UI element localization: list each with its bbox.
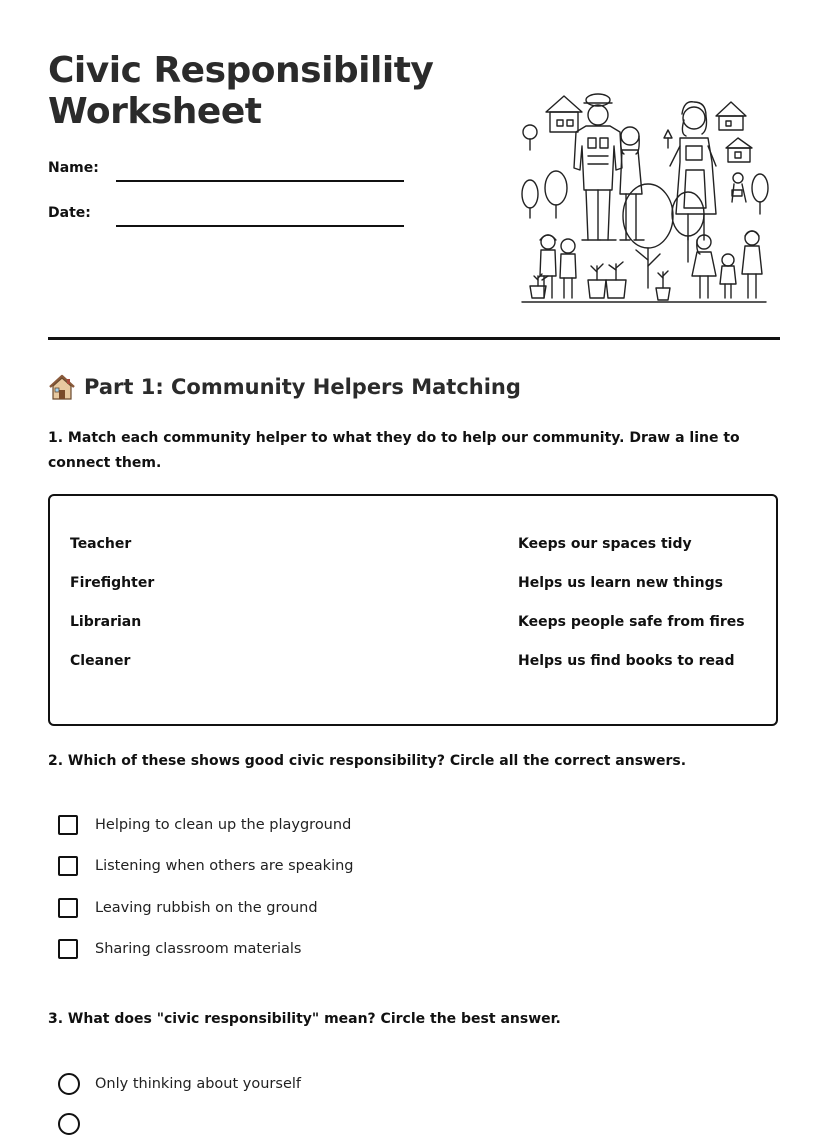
question-1-prompt: 1. Match each community helper to what they do to help our community. Draw a line to connect them.: [48, 430, 740, 471]
community-helpers-illustration: [516, 90, 772, 308]
title-line-2: Worksheet: [48, 91, 262, 132]
date-field[interactable]: [116, 225, 404, 227]
question-2-prompt: 2. Which of these shows good civic responsibility? Circle all the correct answers.: [48, 753, 687, 769]
q2-option[interactable]: [58, 898, 318, 918]
radio-button[interactable]: [58, 1073, 80, 1095]
q3-option-label: Only thinking about yourself: [95, 1076, 302, 1092]
q2-option-label: Listening when others are speaking: [95, 858, 354, 874]
q2-option[interactable]: [58, 856, 354, 876]
name-label: Name:: [48, 160, 99, 176]
q2-option-label: Helping to clean up the playground: [95, 817, 352, 833]
roles-column: [518, 533, 745, 689]
role-keeps-spaces-tidy[interactable]: Keeps our spaces tidy: [518, 536, 692, 552]
checkbox[interactable]: [58, 898, 78, 918]
worksheet-title: [48, 50, 433, 132]
q2-option-label: Sharing classroom materials: [95, 941, 302, 957]
role-helps-learn[interactable]: Helps us learn new things: [518, 575, 723, 591]
q3-option-partial[interactable]: [58, 1113, 95, 1135]
title-line-1: Civic Responsibility: [48, 50, 434, 91]
role-safe-from-fires[interactable]: Keeps people safe from fires: [518, 614, 745, 630]
helpers-column: [70, 533, 154, 689]
role-find-books[interactable]: Helps us find books to read: [518, 653, 735, 669]
name-field[interactable]: [116, 180, 404, 182]
checkbox[interactable]: [58, 815, 78, 835]
checkbox[interactable]: [58, 856, 78, 876]
question-3-prompt: 3. What does "civic responsibility" mean? Circle the best answer.: [48, 1011, 561, 1027]
q2-option-label: Leaving rubbish on the ground: [95, 900, 318, 916]
q2-option[interactable]: [58, 815, 351, 835]
helper-firefighter[interactable]: Firefighter: [70, 575, 155, 591]
helper-cleaner[interactable]: Cleaner: [70, 653, 131, 669]
matching-box: [48, 494, 778, 726]
part1-heading-text: Part 1: Community Helpers Matching: [84, 375, 521, 399]
checkbox[interactable]: [58, 939, 78, 959]
section-divider: [48, 337, 780, 340]
radio-button[interactable]: [58, 1113, 80, 1135]
helper-librarian[interactable]: Librarian: [70, 614, 142, 630]
house-icon: [48, 373, 76, 401]
helper-teacher[interactable]: Teacher: [70, 536, 132, 552]
date-label: Date:: [48, 205, 91, 221]
q3-option[interactable]: [58, 1073, 301, 1095]
part1-heading: [48, 373, 521, 401]
q2-option[interactable]: [58, 939, 301, 959]
